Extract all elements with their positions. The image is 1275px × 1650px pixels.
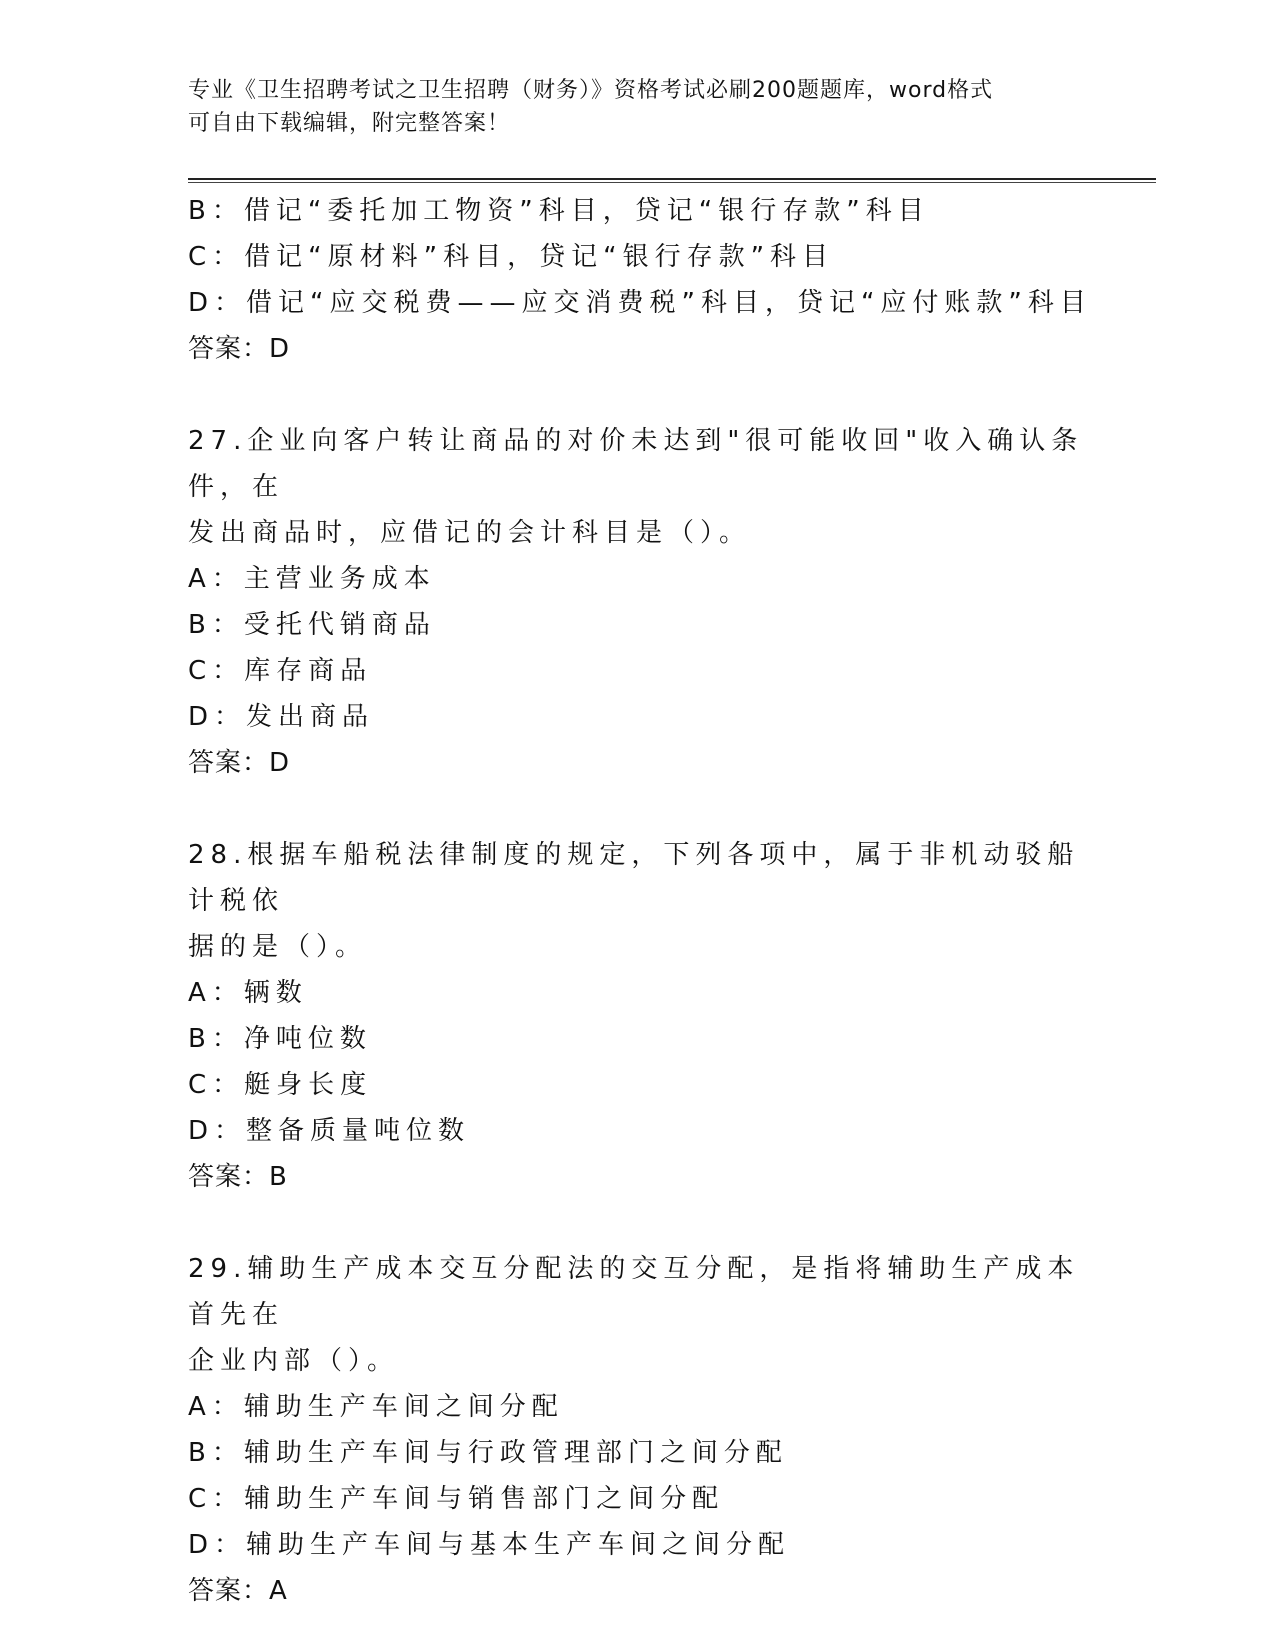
option-d: D：整备质量吨位数 <box>188 1116 471 1146</box>
option-c: C：借记“原材料”科目，贷记“银行存款”科目 <box>188 242 835 272</box>
option-b: B：受托代销商品 <box>188 610 436 640</box>
option-d: D：发出商品 <box>188 702 375 732</box>
answer: 答案：D <box>188 748 291 778</box>
option-b: B：辅助生产车间与行政管理部门之间分配 <box>188 1438 788 1468</box>
question-list <box>188 188 1092 1614</box>
option-a: A：辆数 <box>188 978 308 1008</box>
header-title-line2: 可自由下载编辑，附完整答案！ <box>188 111 511 136</box>
option-a: A：主营业务成本 <box>188 564 436 594</box>
option-c: C：库存商品 <box>188 656 373 686</box>
answer: 答案：D <box>188 334 291 364</box>
header-divider-thin <box>188 182 1156 183</box>
question-stem-line1: 29.辅助生产成本交互分配法的交互分配，是指将辅助生产成本首先在 <box>188 1254 1080 1330</box>
document-header <box>188 74 1088 140</box>
question-26-continued <box>188 188 1092 372</box>
question-stem-line1: 27.企业向客户转让商品的对价未达到"很可能收回"收入确认条件，在 <box>188 426 1084 502</box>
option-b: B：借记“委托加工物资”科目，贷记“银行存款”科目 <box>188 196 930 226</box>
header-title-line1: 专业《卫生招聘考试之卫生招聘（财务）》资格考试必刷200题题库，word格式 <box>188 78 994 103</box>
question-27 <box>188 418 1088 786</box>
option-c: C：辅助生产车间与销售部门之间分配 <box>188 1484 725 1514</box>
header-divider <box>188 178 1156 180</box>
option-a: A：辅助生产车间之间分配 <box>188 1392 564 1422</box>
question-stem-line2: 据的是（）。 <box>188 932 368 962</box>
answer: 答案：B <box>188 1162 288 1192</box>
question-28 <box>188 832 1088 1200</box>
option-c: C：艇身长度 <box>188 1070 373 1100</box>
question-29 <box>188 1246 1088 1614</box>
question-stem-line2: 企业内部（）。 <box>188 1346 400 1376</box>
answer: 答案：A <box>188 1576 288 1606</box>
option-b: B：净吨位数 <box>188 1024 372 1054</box>
option-d: D：借记“应交税费——应交消费税”科目，贷记“应付账款”科目 <box>188 288 1092 318</box>
option-d: D：辅助生产车间与基本生产车间之间分配 <box>188 1530 791 1560</box>
question-stem-line2: 发出商品时，应借记的会计科目是（）。 <box>188 518 752 548</box>
question-stem-line1: 28.根据车船税法律制度的规定，下列各项中，属于非机动驳船计税依 <box>188 840 1080 916</box>
